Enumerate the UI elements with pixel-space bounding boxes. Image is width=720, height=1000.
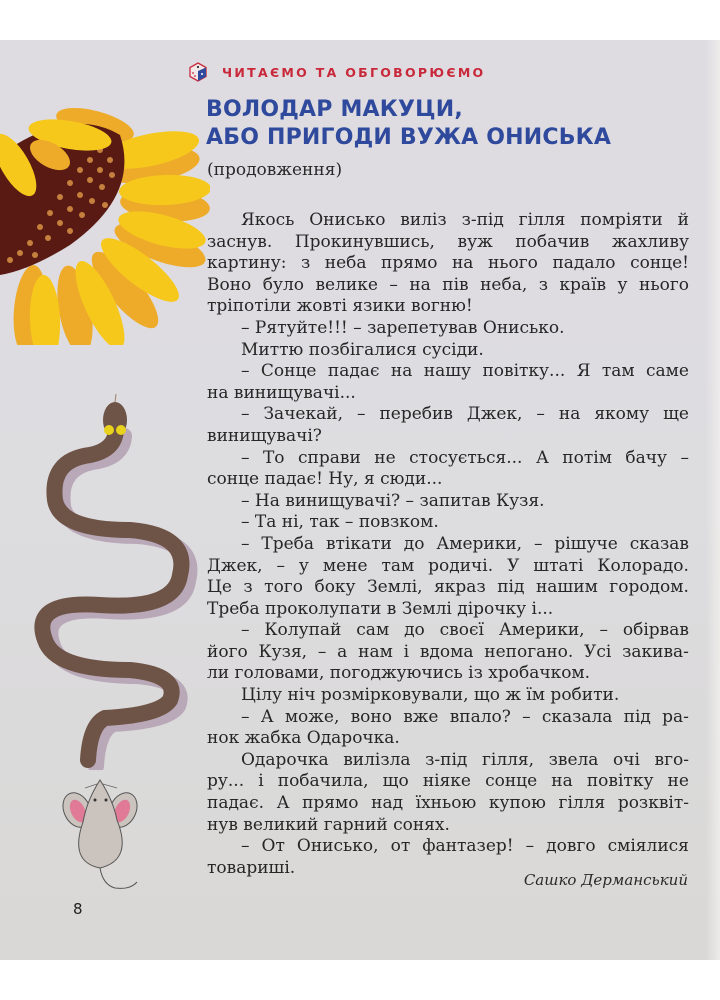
section-header [188, 62, 485, 82]
mouse-illustration [55, 770, 155, 890]
story-line: Одарочка вилізла з-під гілля, звела очі вго- [241, 749, 689, 770]
story-line: картину: з неба прямо на нього падало сонце! [207, 253, 689, 274]
section-label: ЧИТАЄМО ТА ОБГОВОРЮЄМО [222, 64, 486, 80]
story-line: його Кузя, – а нам і вдома непогано. Усі закива- [207, 641, 689, 662]
story-line: Джек, – у мене там родичі. У штаті Колорадо. [207, 555, 689, 576]
story-line: – Та ні, так – повзком. [241, 512, 439, 533]
story-line: Це з того боку Землі, якраз під нашим городом. [207, 577, 689, 598]
title-line-2: АБО ПРИГОДИ ВУЖА ОНИСЬКА [206, 125, 612, 150]
story-line: нок жабка Одарочка. [207, 728, 400, 749]
story-line: – Треба втікати до Америки, – рішуче сказав [241, 533, 689, 554]
story-line: – Колупай сам до своєї Америки, – обірвав [241, 620, 689, 641]
story-line: Воно було велике – на пів неба, з країв у нього [207, 274, 689, 295]
story-line: – Сонце падає на нашу повітку... Я там саме [241, 361, 689, 382]
story-line: – От Онисько, от фантазер! – довго сміялися [241, 836, 689, 857]
subtitle: (продовження) [207, 160, 343, 180]
story-line: тріпотіли жовті язики вогню! [207, 296, 473, 317]
author-name: Сашко Дерманський [523, 871, 688, 889]
dice-icon [188, 62, 208, 82]
story-line: – Зачекай, – перебив Джек, – на якому ще [241, 404, 689, 425]
story-line: нув великий гарний сонях. [207, 814, 450, 835]
page-number: 8 [73, 900, 83, 918]
story-line: винищувачі? [207, 425, 322, 446]
story-line: – Рятуйте!!! – зарепетував Онисько. [241, 317, 565, 338]
story-line: заснув. Прокинувшись, вуж побачив жахливу [207, 231, 689, 252]
story-line: Миттю позбігалися сусіди. [241, 339, 484, 360]
story-line: на винищувачі... [207, 382, 356, 403]
story-line: падає. А прямо над їхньою купою гілля розквіт- [207, 793, 689, 814]
page-edge [706, 40, 720, 960]
story-line: товариші. [207, 857, 296, 878]
story-line: сонце падає! Ну, я сюди... [207, 469, 443, 490]
sunflower-illustration [0, 105, 210, 345]
snake-illustration [20, 390, 210, 770]
story-line: ру... і побачила, що ніяке сонце на повітку не [207, 771, 689, 792]
story-line: – То справи не стосується... А потім бачу – [241, 447, 689, 468]
title-line-1: ВОЛОДАР МАКУЦИ, [206, 97, 463, 122]
story-title [206, 96, 611, 152]
story-line: ли головами, погоджуючись із хробачком. [207, 663, 591, 684]
story-line: Цілу ніч розмірковували, що ж їм робити. [241, 685, 620, 706]
story-line: Якось Онисько виліз з-під гілля помріяти й [241, 210, 689, 230]
story-line: Треба проколупати в Землі дірочку і... [207, 598, 554, 619]
story-line: – На винищувачі? – запитав Кузя. [241, 490, 545, 511]
story-body [207, 210, 689, 879]
story-line: – А може, воно вже впало? – сказала під ра- [241, 706, 689, 727]
